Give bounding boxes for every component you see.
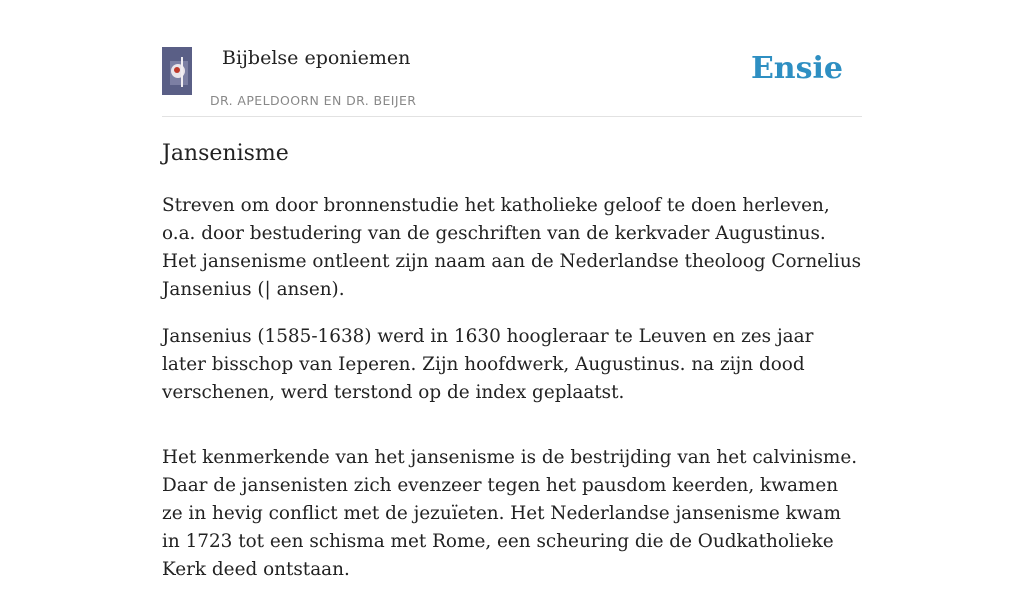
entry-paragraph: Streven om door bronnenstudie het katholieke geloof te doen herleven, o.a. door bestudering van de geschriften van de kerkvader Augustinus. Het jansenisme ontleent zijn naam aan de Nederlandse theoloog Cornelius Jansenius (| ansen). xyxy=(162,195,862,300)
book-authors: DR. APELDOORN EN DR. BEIJER xyxy=(210,93,417,108)
book-cover-icon[interactable] xyxy=(162,47,210,95)
entry-paragraph: Jansenius (1585-1638) werd in 1630 hoogleraar te Leuven en zes jaar later bisschop van Ieperen. Zijn hoofdwerk, Augustinus. na zijn dood verschenen, werd terstond op de index geplaatst. xyxy=(162,326,814,403)
entry-title: Jansenisme xyxy=(162,141,289,166)
header xyxy=(162,0,862,117)
entry-content xyxy=(162,192,862,603)
entry-paragraph: Het kenmerkende van het jansenisme is de bestrijding van het calvinisme. Daar de jansenisten zich evenzeer tegen het pausdom keerden, kwamen ze in hevig conflict met de jezuïeten. Het Nederlandse jansenisme kwam in 1723 tot een schisma met Rome, een scheuring die de Oudkatholieke Kerk deed ontstaan. xyxy=(162,447,858,580)
book-title[interactable]: Bijbelse eponiemen xyxy=(222,47,411,69)
ensie-logo[interactable]: Ensie xyxy=(750,51,843,86)
